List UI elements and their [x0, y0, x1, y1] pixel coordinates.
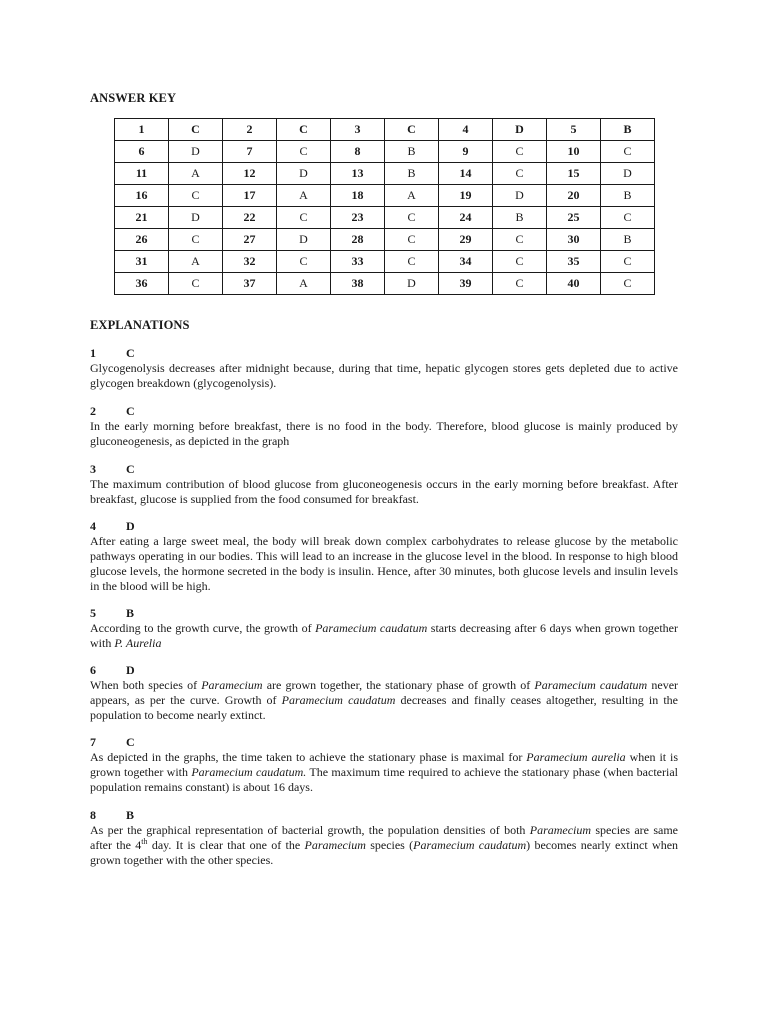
text-run: When both species of: [90, 678, 202, 692]
explanation-header: [90, 808, 678, 823]
answer-letter-cell: C: [277, 251, 331, 273]
answer-letter-cell: C: [385, 119, 439, 141]
text-run: species are same after the 4: [90, 823, 678, 852]
question-number-cell: 12: [223, 163, 277, 185]
explanation-item: [90, 519, 678, 594]
text-run: decreases and finally ceases altogether, resulting in the population to become nearly extinct.: [90, 693, 678, 722]
explanation-text: [90, 419, 678, 449]
italic-term: P. Aurelia: [114, 636, 162, 650]
italic-term: Paramecium: [304, 838, 366, 852]
explanation-item: [90, 606, 678, 651]
question-number-cell: 17: [223, 185, 277, 207]
explanation-answer: C: [126, 462, 135, 476]
explanation-header: [90, 404, 678, 419]
answer-letter-cell: C: [493, 229, 547, 251]
answer-row: [115, 119, 655, 141]
answer-letter-cell: D: [169, 207, 223, 229]
answer-letter-cell: A: [169, 251, 223, 273]
question-number-cell: 30: [547, 229, 601, 251]
answer-letter-cell: C: [601, 141, 655, 163]
explanation-item: [90, 663, 678, 723]
superscript: th: [141, 837, 148, 846]
question-number-cell: 18: [331, 185, 385, 207]
explanation-answer: B: [126, 606, 135, 620]
answer-row: [115, 229, 655, 251]
explanation-answer: B: [126, 808, 135, 822]
answer-letter-cell: D: [277, 163, 331, 185]
explanation-text: [90, 678, 678, 723]
answer-letter-cell: C: [385, 251, 439, 273]
question-number-cell: 5: [547, 119, 601, 141]
answer-letter-cell: A: [277, 185, 331, 207]
answer-row: [115, 207, 655, 229]
question-number-cell: 19: [439, 185, 493, 207]
answer-letter-cell: D: [169, 141, 223, 163]
explanation-text: [90, 823, 678, 868]
answer-letter-cell: C: [601, 273, 655, 295]
question-number-cell: 7: [223, 141, 277, 163]
question-number-cell: 6: [115, 141, 169, 163]
text-run: Glycogenolysis decreases after midnight because, during that time, hepatic glycogen stores gets depleted due to active glycogen breakdown (glycogenolysis).: [90, 361, 678, 390]
explanation-number: 2: [90, 404, 96, 418]
explanation-text: [90, 361, 678, 391]
answer-letter-cell: C: [277, 141, 331, 163]
answer-row: [115, 185, 655, 207]
question-number-cell: 1: [115, 119, 169, 141]
question-number-cell: 2: [223, 119, 277, 141]
question-number-cell: 21: [115, 207, 169, 229]
explanation-item: [90, 346, 678, 391]
answer-letter-cell: B: [601, 229, 655, 251]
answer-letter-cell: A: [169, 163, 223, 185]
explanations-heading: EXPLANATIONS: [90, 318, 190, 332]
question-number-cell: 36: [115, 273, 169, 295]
answer-letter-cell: B: [385, 163, 439, 185]
text-run: As depicted in the graphs, the time taken to achieve the stationary phase is maximal for: [90, 750, 527, 764]
question-number-cell: 10: [547, 141, 601, 163]
question-number-cell: 9: [439, 141, 493, 163]
question-number-cell: 23: [331, 207, 385, 229]
question-number-cell: 14: [439, 163, 493, 185]
italic-term: Paramecium caudatum: [413, 838, 527, 852]
answer-letter-cell: D: [385, 273, 439, 295]
question-number-cell: 39: [439, 273, 493, 295]
question-number-cell: 16: [115, 185, 169, 207]
answer-letter-cell: C: [385, 229, 439, 251]
explanation-item: [90, 462, 678, 507]
text-run: day. It is clear that one of the: [147, 838, 305, 852]
italic-term: Paramecium caudatum: [281, 693, 396, 707]
italic-term: Paramecium aurelia: [526, 750, 626, 764]
question-number-cell: 3: [331, 119, 385, 141]
answer-row: [115, 141, 655, 163]
answer-letter-cell: C: [493, 163, 547, 185]
explanation-answer: C: [126, 404, 135, 418]
question-number-cell: 8: [331, 141, 385, 163]
explanation-number: 3: [90, 462, 96, 476]
answer-letter-cell: C: [601, 251, 655, 273]
question-number-cell: 4: [439, 119, 493, 141]
question-number-cell: 20: [547, 185, 601, 207]
answer-letter-cell: C: [493, 273, 547, 295]
answer-letter-cell: B: [385, 141, 439, 163]
question-number-cell: 31: [115, 251, 169, 273]
italic-term: Paramecium caudatum.: [191, 765, 307, 779]
explanation-answer: C: [126, 735, 135, 749]
text-run: According to the growth curve, the growth of: [90, 621, 316, 635]
explanation-text: [90, 534, 678, 594]
question-number-cell: 13: [331, 163, 385, 185]
explanation-header: [90, 735, 678, 750]
answer-row: [115, 163, 655, 185]
italic-term: Paramecium: [201, 678, 263, 692]
text-run: The maximum time required to achieve the stationary phase (when bacterial population remains constant) is about 16 days.: [90, 765, 678, 794]
answer-letter-cell: C: [601, 207, 655, 229]
answer-letter-cell: C: [169, 273, 223, 295]
answer-letter-cell: D: [493, 185, 547, 207]
question-number-cell: 34: [439, 251, 493, 273]
italic-term: Paramecium caudatum: [315, 621, 428, 635]
question-number-cell: 38: [331, 273, 385, 295]
question-number-cell: 22: [223, 207, 277, 229]
question-number-cell: 11: [115, 163, 169, 185]
answer-letter-cell: C: [385, 207, 439, 229]
question-number-cell: 27: [223, 229, 277, 251]
explanation-text: [90, 621, 678, 651]
answer-letter-cell: A: [277, 273, 331, 295]
answer-letter-cell: C: [169, 185, 223, 207]
explanation-answer: C: [126, 346, 135, 360]
answer-letter-cell: D: [601, 163, 655, 185]
explanation-number: 4: [90, 519, 96, 533]
answer-letter-cell: A: [385, 185, 439, 207]
answer-key-table: [114, 118, 655, 295]
text-run: The maximum contribution of blood glucose from gluconeogenesis occurs in the early morning before breakfast. After breakfast, glucose is supplied from the food consumed for breakfast.: [90, 477, 678, 506]
question-number-cell: 40: [547, 273, 601, 295]
text-run: As per the graphical representation of bacterial growth, the population densities of both: [90, 823, 530, 837]
question-number-cell: 15: [547, 163, 601, 185]
explanation-item: [90, 404, 678, 449]
text-run: starts decreasing after 6 days when grown together with: [90, 621, 678, 650]
explanation-header: [90, 519, 678, 534]
text-run: After eating a large sweet meal, the body will break down complex carbohydrates to release glucose by the metabolic pathways operating in our bodies. This will lead to an increase in the glucose level in the blood. In response to high blood glucose levels, the hormone secreted in the body is insulin. Hence, after 30 minutes, both glucose levels and insulin levels in the blood will be high.: [90, 534, 678, 593]
explanation-header: [90, 346, 678, 361]
explanation-number: 1: [90, 346, 96, 360]
explanation-number: 8: [90, 808, 96, 822]
answer-row: [115, 273, 655, 295]
explanation-number: 7: [90, 735, 96, 749]
answer-letter-cell: B: [601, 185, 655, 207]
italic-term: Paramecium: [529, 823, 592, 837]
explanation-answer: D: [126, 663, 135, 677]
answer-letter-cell: C: [277, 119, 331, 141]
text-run: are grown together, the stationary phase of growth of: [262, 678, 535, 692]
question-number-cell: 24: [439, 207, 493, 229]
italic-term: Paramecium caudatum: [534, 678, 648, 692]
explanation-header: [90, 606, 678, 621]
answer-letter-cell: C: [169, 119, 223, 141]
question-number-cell: 25: [547, 207, 601, 229]
answer-letter-cell: C: [277, 207, 331, 229]
text-run: ) becomes nearly extinct when grown together with the other species.: [90, 838, 679, 867]
explanation-item: [90, 808, 678, 868]
explanation-number: 5: [90, 606, 96, 620]
question-number-cell: 32: [223, 251, 277, 273]
text-run: when it is grown together with: [90, 750, 678, 779]
answer-row: [115, 251, 655, 273]
question-number-cell: 33: [331, 251, 385, 273]
explanation-text: [90, 477, 678, 507]
question-number-cell: 35: [547, 251, 601, 273]
text-run: never appears, as per the curve. Growth of: [90, 678, 679, 707]
explanation-item: [90, 735, 678, 795]
question-number-cell: 37: [223, 273, 277, 295]
answer-letter-cell: C: [493, 141, 547, 163]
text-run: species (: [365, 838, 414, 852]
answer-key-heading: ANSWER KEY: [90, 91, 177, 105]
question-number-cell: 28: [331, 229, 385, 251]
answer-letter-cell: D: [493, 119, 547, 141]
explanation-header: [90, 462, 678, 477]
explanation-answer: D: [126, 519, 135, 533]
answer-letter-cell: C: [493, 251, 547, 273]
answer-letter-cell: D: [277, 229, 331, 251]
explanation-text: [90, 750, 678, 795]
answer-letter-cell: B: [493, 207, 547, 229]
explanation-number: 6: [90, 663, 96, 677]
text-run: In the early morning before breakfast, there is no food in the body. Therefore, blood glucose is mainly produced by gluconeogenesis, as depicted in the graph: [90, 419, 678, 448]
answer-letter-cell: B: [601, 119, 655, 141]
explanation-header: [90, 663, 678, 678]
answer-letter-cell: C: [169, 229, 223, 251]
question-number-cell: 29: [439, 229, 493, 251]
question-number-cell: 26: [115, 229, 169, 251]
